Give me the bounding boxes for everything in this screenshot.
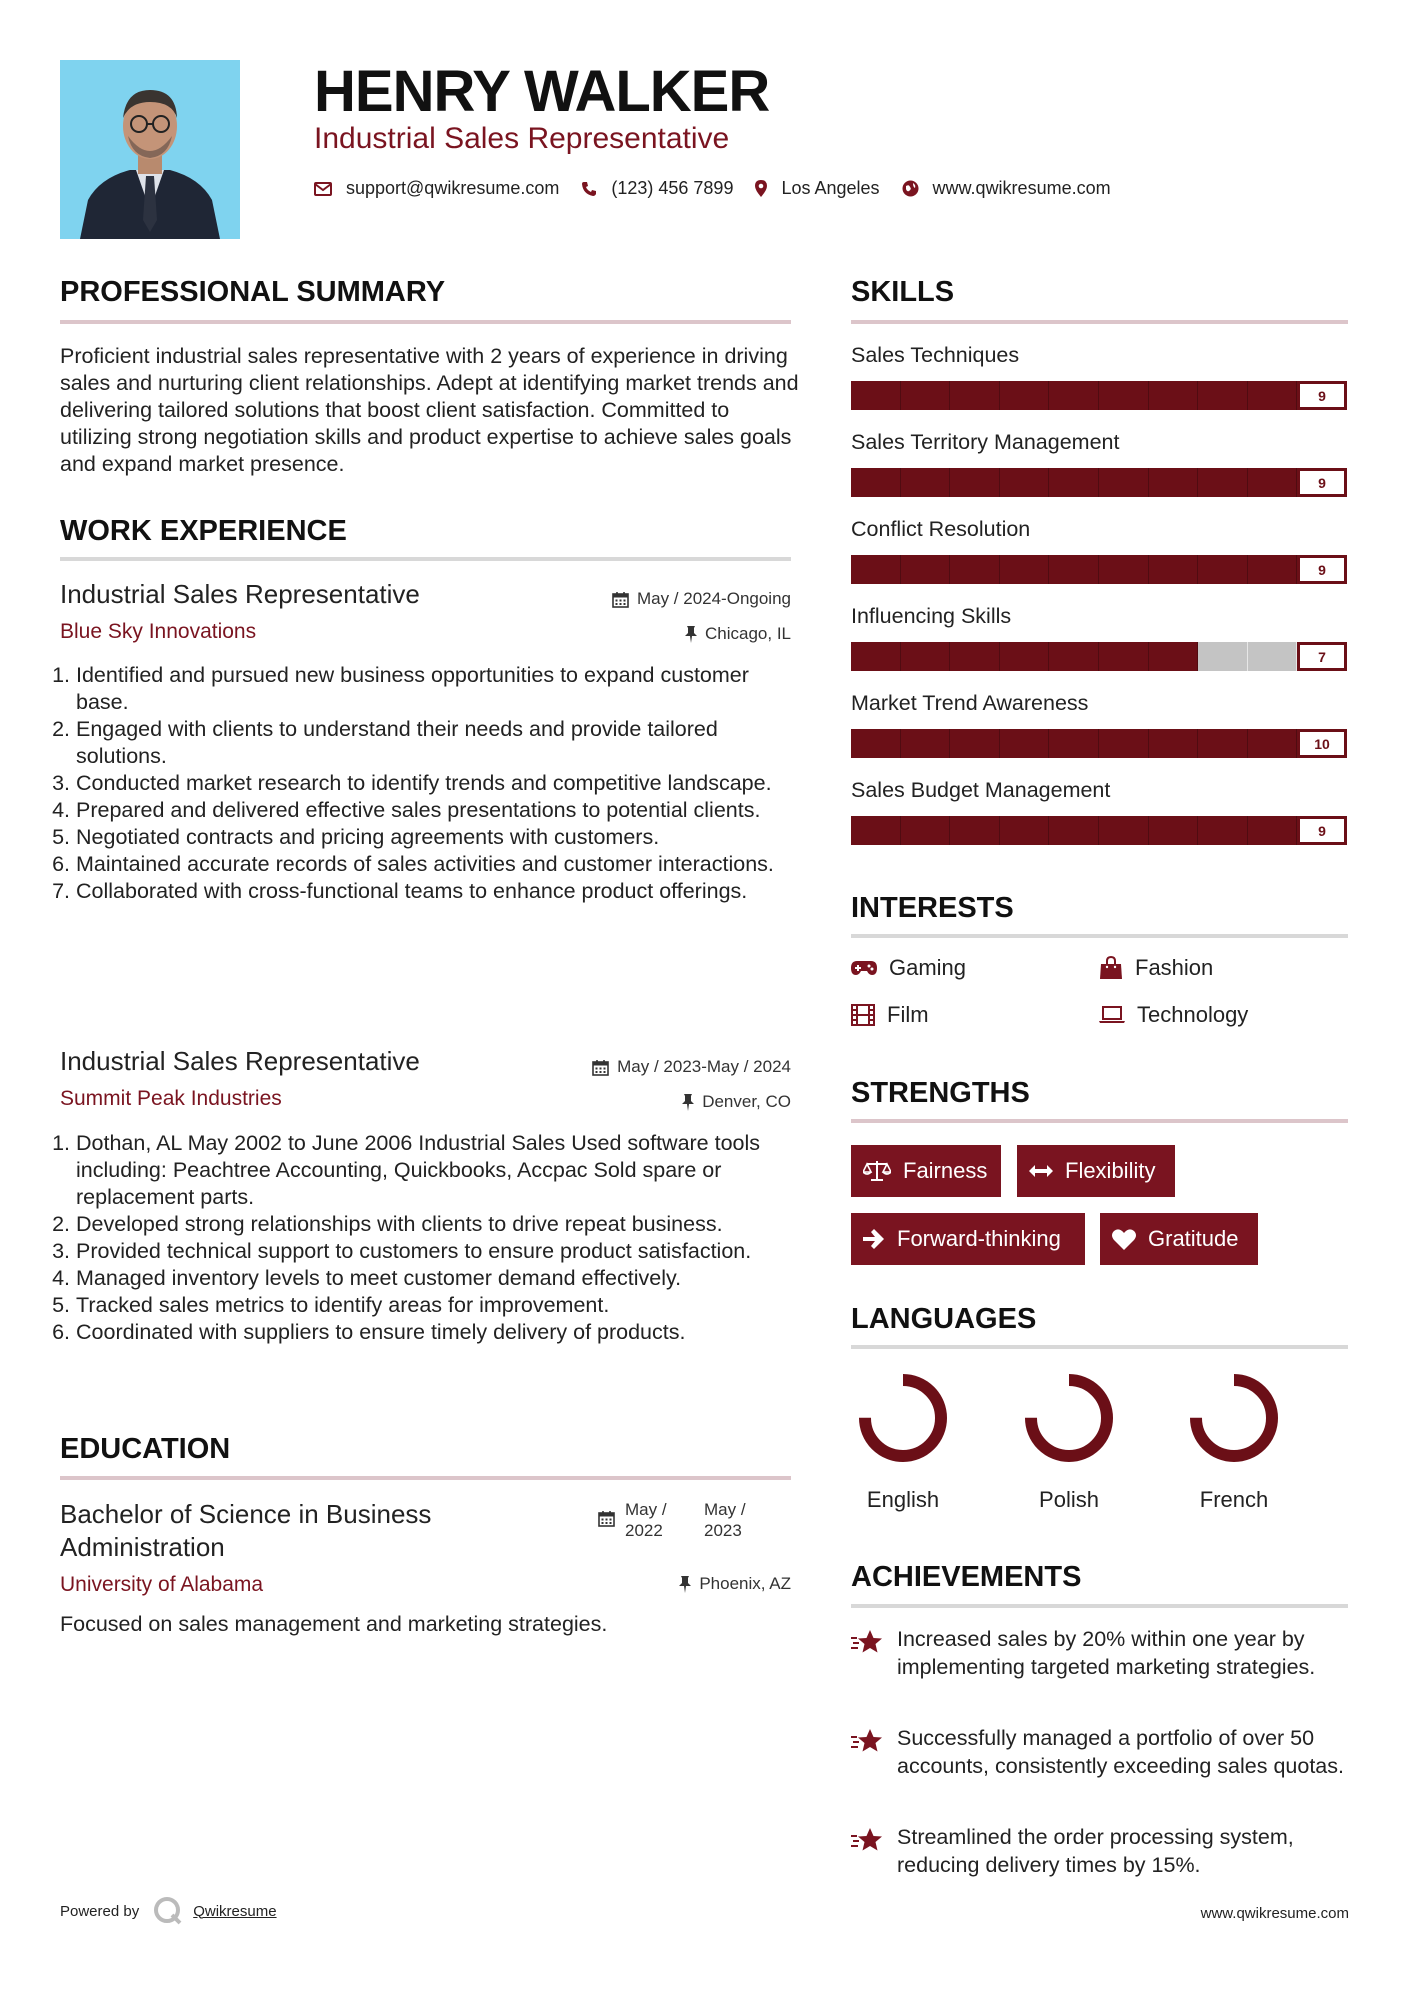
- skill-level-bar: [851, 555, 1347, 584]
- job-2-location: [520, 1092, 791, 1112]
- contact-location-text: Los Angeles: [781, 178, 880, 198]
- strength-forward-thinking: [851, 1213, 1085, 1265]
- job-2-company: Summit Peak Industries: [60, 1087, 282, 1110]
- education-heading: EDUCATION: [60, 1433, 231, 1465]
- skill-bar-segment: [901, 555, 951, 584]
- calendar-icon: [612, 591, 629, 608]
- list-item: 3. Conducted market research to identify trends and competitive landscape.: [76, 770, 798, 797]
- interest-gaming: [851, 955, 966, 981]
- language-ring: [1188, 1372, 1280, 1468]
- skill-name: Sales Territory Management: [851, 430, 1120, 454]
- skill-bar-segment: [950, 381, 1000, 410]
- skill-bar-segment: [851, 642, 901, 671]
- language-level-arc: [1031, 1380, 1107, 1456]
- profile-photo: [60, 60, 240, 239]
- footer-powered-by: [60, 1896, 277, 1926]
- skill-bar-segment: [1000, 816, 1050, 845]
- achievement-text: Successfully managed a portfolio of over 50 accounts, consistently exceeding sales quotas.: [897, 1726, 1344, 1778]
- achievement-item: [851, 1724, 1348, 1780]
- strengths-heading: STRENGTHS: [851, 1077, 1030, 1109]
- star-award-icon: [851, 1629, 885, 1655]
- phone-icon: [581, 181, 597, 197]
- interests-heading: INTERESTS: [851, 892, 1014, 924]
- skill-bar-segment: [1198, 468, 1248, 497]
- summary-heading: PROFESSIONAL SUMMARY: [60, 276, 446, 308]
- strength-label: Forward-thinking: [897, 1226, 1061, 1251]
- list-item: 6. Maintained accurate records of sales activities and customer interactions.: [76, 851, 798, 878]
- skill-bar-segment: [1099, 816, 1149, 845]
- contact-location: [755, 178, 879, 199]
- skill-bar-segment: [1000, 555, 1050, 584]
- skill-bar-segment: [1000, 642, 1050, 671]
- job-2-location-text: Denver, CO: [702, 1092, 791, 1111]
- interests-divider: [851, 934, 1348, 938]
- skill-bar-segment: [1099, 642, 1149, 671]
- job-2-bullets: [58, 1130, 798, 1346]
- education-start-month: May /: [625, 1500, 667, 1519]
- list-item: 7. Collaborated with cross-functional teams to enhance product offerings.: [76, 878, 798, 905]
- balance-scale-icon: [863, 1160, 891, 1182]
- degree-line-2: Administration: [60, 1532, 225, 1562]
- laptop-icon: [1099, 1006, 1125, 1024]
- skill-bar-segment: [851, 381, 901, 410]
- skill-level-bar: [851, 381, 1347, 410]
- list-item: 5. Negotiated contracts and pricing agreements with customers.: [76, 824, 798, 851]
- interest-label: Gaming: [889, 955, 967, 980]
- list-item: 1. Dothan, AL May 2002 to June 2006 Industrial Sales Used software tools including: Peachtree Accounting, Quickbooks, Accpac Sold spare or replacement parts.: [76, 1130, 798, 1211]
- education-description: Focused on sales management and marketing strategies.: [60, 1612, 608, 1636]
- language-ring: [857, 1372, 949, 1468]
- pin-icon: [679, 1576, 691, 1593]
- job-1-location-text: Chicago, IL: [705, 624, 791, 643]
- strength-gratitude: [1100, 1213, 1258, 1265]
- strength-label: Flexibility: [1065, 1158, 1156, 1183]
- skill-bar-segment: [1099, 729, 1149, 758]
- job-1-dates-text: May / 2024-Ongoing: [636, 589, 791, 608]
- skill-name: Influencing Skills: [851, 604, 1012, 628]
- skill-bar-segment: [1149, 381, 1199, 410]
- list-item: 5. Tracked sales metrics to identify areas for improvement.: [76, 1292, 798, 1319]
- achievements-divider: [851, 1604, 1348, 1608]
- skills-divider: [851, 320, 1348, 324]
- education-end-month: May /: [704, 1500, 746, 1519]
- skill-bar-segment: [901, 816, 951, 845]
- candidate-name: HENRY WALKER: [314, 59, 770, 124]
- strengths-divider: [851, 1119, 1348, 1123]
- skill-bar-segment: [950, 468, 1000, 497]
- skill-bar-segment: [1000, 381, 1050, 410]
- language-label: French: [1199, 1487, 1269, 1512]
- skill-bar-segment: [950, 642, 1000, 671]
- job-1-location: [520, 624, 791, 644]
- skill-level-value: 9: [1297, 468, 1347, 497]
- skill-bar-segment: [1248, 729, 1298, 758]
- education-start-date: [625, 1499, 667, 1541]
- star-award-icon: [851, 1728, 885, 1754]
- school-name: University of Alabama: [60, 1573, 264, 1596]
- language-level-arc: [1196, 1380, 1272, 1456]
- skill-bar-segment: [1149, 468, 1199, 497]
- skill-name: Sales Budget Management: [851, 778, 1111, 802]
- contact-row: [314, 178, 1133, 199]
- heart-icon: [1112, 1229, 1136, 1250]
- skill-bar-segment: [1049, 642, 1099, 671]
- list-item: 1. Identified and pursued new business opportunities to expand customer base.: [76, 662, 798, 716]
- skill-name: Sales Techniques: [851, 343, 1020, 367]
- strength-flexibility: [1017, 1145, 1175, 1197]
- achievement-item: [851, 1823, 1348, 1879]
- map-marker-icon: [755, 180, 767, 197]
- skill-bar-segment: [1248, 381, 1298, 410]
- languages-divider: [851, 1345, 1348, 1349]
- skill-name: Conflict Resolution: [851, 517, 1031, 541]
- contact-website-text: www.qwikresume.com: [932, 178, 1111, 198]
- skill-bar-segment: [901, 381, 951, 410]
- language-label: English: [866, 1487, 940, 1512]
- education-start-year: 2022: [625, 1521, 663, 1540]
- strength-fairness: [851, 1145, 1001, 1197]
- skill-bar-segment: [1198, 381, 1248, 410]
- skill-bar-segment: [1248, 468, 1298, 497]
- skill-bar-segment: [901, 642, 951, 671]
- shopping-bag-icon: [1099, 956, 1123, 980]
- list-item: 4. Managed inventory levels to meet customer demand effectively.: [76, 1265, 798, 1292]
- skill-level-value: 9: [1297, 816, 1347, 845]
- achievement-item: [851, 1625, 1348, 1681]
- candidate-title: Industrial Sales Representative: [314, 122, 730, 155]
- skill-level-bar: [851, 816, 1347, 845]
- arrows-horizontal-icon: [1029, 1164, 1053, 1178]
- globe-icon: [902, 180, 919, 197]
- skill-bar-segment: [851, 468, 901, 497]
- skill-bar-segment: [1149, 642, 1199, 671]
- education-end-date: [704, 1499, 746, 1541]
- interest-technology: [1099, 1002, 1248, 1028]
- skill-bar-segment: [1049, 555, 1099, 584]
- job-2-dates-text: May / 2023-May / 2024: [617, 1057, 791, 1076]
- experience-divider: [60, 557, 791, 561]
- skill-bar-segment: [1198, 729, 1248, 758]
- skill-bar-segment: [1099, 555, 1149, 584]
- education-location: [520, 1574, 791, 1594]
- achievement-text: Streamlined the order processing system, reducing delivery times by 15%.: [897, 1825, 1294, 1877]
- skill-bar-segment: [1198, 816, 1248, 845]
- skill-bar-segment: [1149, 816, 1199, 845]
- list-item: 6. Coordinated with suppliers to ensure timely delivery of products.: [76, 1319, 798, 1346]
- calendar-icon: [592, 1059, 609, 1076]
- skill-bar-segment: [950, 555, 1000, 584]
- skill-bar-segment: [1049, 468, 1099, 497]
- envelope-icon: [314, 182, 332, 196]
- interest-film: [851, 1002, 929, 1028]
- skill-level-value: 10: [1297, 729, 1347, 758]
- gamepad-icon: [851, 960, 877, 976]
- footer-url[interactable]: www.qwikresume.com: [1200, 1905, 1349, 1922]
- list-item: 2. Developed strong relationships with clients to drive repeat business.: [76, 1211, 798, 1238]
- skill-bar-segment: [901, 468, 951, 497]
- job-2-title: Industrial Sales Representative: [60, 1046, 420, 1076]
- skill-bar-segment: [1000, 468, 1050, 497]
- interest-fashion: [1099, 955, 1213, 981]
- education-end-year: 2023: [704, 1521, 742, 1540]
- achievement-text: Increased sales by 20% within one year by implementing targeted marketing strategies.: [897, 1627, 1316, 1679]
- skill-bar-segment: [1198, 555, 1248, 584]
- skill-bar-segment: [851, 729, 901, 758]
- strength-label: Gratitude: [1148, 1226, 1239, 1251]
- skill-bar-segment: [1000, 729, 1050, 758]
- job-2-dates: [500, 1057, 791, 1077]
- achievements-heading: ACHIEVEMENTS: [851, 1561, 1082, 1593]
- degree-line-1: Bachelor of Science in Business: [60, 1499, 432, 1529]
- education-divider: [60, 1476, 791, 1480]
- skill-level-bar: [851, 468, 1347, 497]
- skill-bar-segment: [1049, 381, 1099, 410]
- powered-by-label: Powered by: [60, 1902, 140, 1920]
- experience-heading: WORK EXPERIENCE: [60, 515, 347, 547]
- language-label: Polish: [1039, 1487, 1099, 1512]
- pin-icon: [682, 1094, 694, 1111]
- skill-bar-segment: [1149, 555, 1199, 584]
- skill-bar-segment: [950, 816, 1000, 845]
- skill-bar-segment: [1099, 381, 1149, 410]
- job-1-title: Industrial Sales Representative: [60, 579, 420, 609]
- skill-bar-segment: [1049, 729, 1099, 758]
- job-1-bullets: [58, 662, 798, 905]
- skills-heading: SKILLS: [851, 276, 955, 308]
- skill-bar-segment: [1049, 816, 1099, 845]
- interest-label: Fashion: [1135, 955, 1214, 980]
- skill-bar-segment: [1149, 729, 1199, 758]
- interest-label: Film: [887, 1002, 929, 1027]
- contact-website[interactable]: [902, 178, 1111, 199]
- skill-level-value: 9: [1297, 381, 1347, 410]
- skill-bar-segment: [1248, 816, 1298, 845]
- skill-bar-segment: [1248, 555, 1298, 584]
- skill-name: Market Trend Awareness: [851, 691, 1089, 715]
- education-location-text: Phoenix, AZ: [699, 1574, 791, 1593]
- pin-icon: [685, 626, 697, 643]
- contact-phone-text: (123) 456 7899: [611, 178, 734, 198]
- qwikresume-link[interactable]: Qwikresume: [193, 1902, 277, 1920]
- list-item: 3. Provided technical support to customers to ensure product satisfaction.: [76, 1238, 798, 1265]
- language-level-arc: [865, 1380, 941, 1456]
- star-award-icon: [851, 1827, 885, 1853]
- arrow-right-icon: [863, 1229, 885, 1249]
- skill-level-value: 9: [1297, 555, 1347, 584]
- language-ring: [1023, 1372, 1115, 1468]
- contact-phone[interactable]: [581, 178, 733, 199]
- skill-bar-segment: [950, 729, 1000, 758]
- languages-heading: LANGUAGES: [851, 1303, 1037, 1335]
- skill-bar-segment: [901, 729, 951, 758]
- interest-label: Technology: [1137, 1002, 1249, 1027]
- skill-bar-segment: [1099, 468, 1149, 497]
- list-item: 4. Prepared and delivered effective sales presentations to potential clients.: [76, 797, 798, 824]
- contact-email[interactable]: [314, 178, 559, 199]
- strength-label: Fairness: [903, 1158, 988, 1183]
- skill-bar-segment: [1248, 642, 1298, 671]
- skill-bar-segment: [851, 816, 901, 845]
- job-1-company: Blue Sky Innovations: [60, 620, 257, 643]
- job-1-dates: [520, 589, 791, 609]
- skill-level-value: 7: [1297, 642, 1347, 671]
- skill-bar-segment: [1198, 642, 1248, 671]
- calendar-icon: [598, 1510, 615, 1531]
- skill-level-bar: [851, 642, 1347, 671]
- summary-divider: [60, 320, 791, 324]
- skill-bar-segment: [851, 555, 901, 584]
- contact-email-text: support@qwikresume.com: [346, 178, 560, 198]
- list-item: 2. Engaged with clients to understand their needs and provide tailored solutions.: [76, 716, 798, 770]
- skill-level-bar: [851, 729, 1347, 758]
- film-icon: [851, 1004, 875, 1026]
- qwikresume-logo-icon: [153, 1896, 183, 1926]
- summary-text: Proficient industrial sales representative with 2 years of experience in driving sales and nurturing client relationships. Adept at identifying market trends and delivering tailored solutions that boost client satisfaction. Committed to utilizing strong negotiation skills and product expertise to achieve sales goals and expand market presence.: [60, 344, 799, 476]
